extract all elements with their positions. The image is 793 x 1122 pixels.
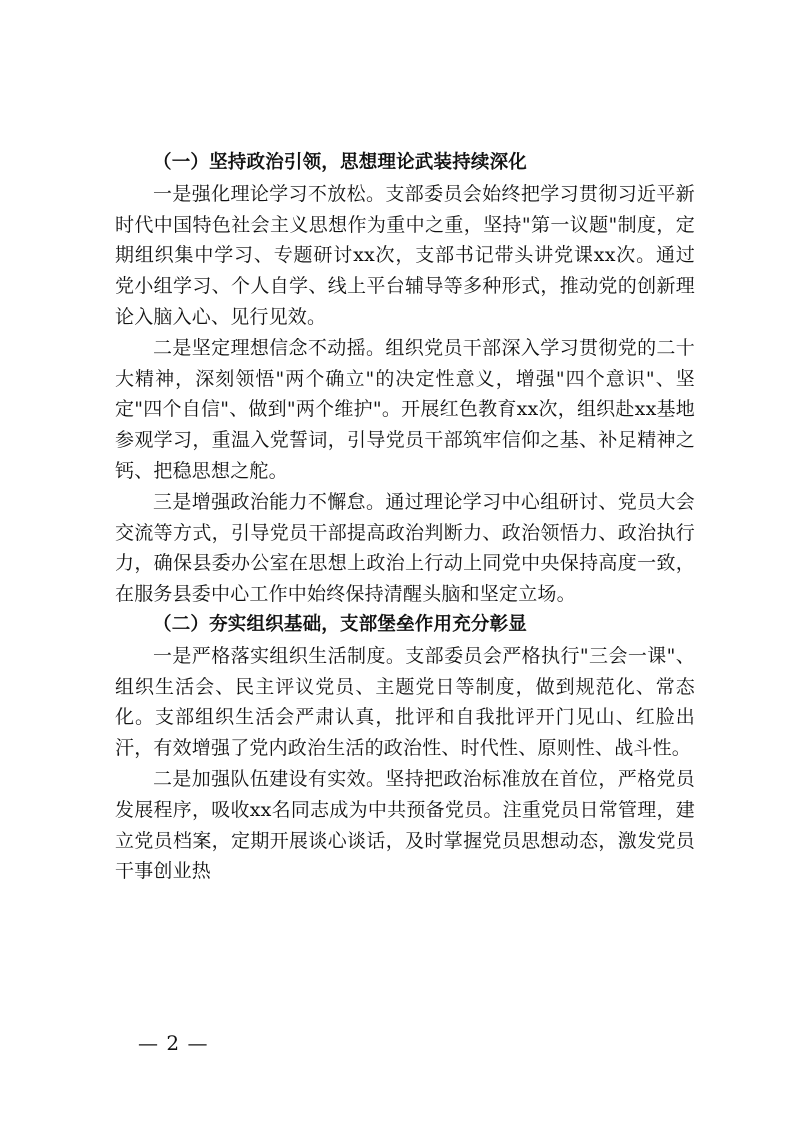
document-body (115, 148, 695, 887)
body-paragraph: 一是严格落实组织生活制度。支部委员会严格执行"三会一课"、组织生活会、民主评议党员、主题党日等制度，做到规范化、常态化。支部组织生活会严肃认真，批评和自我批评开门见山、红脸出汗，有效增强了党内政治生活的政治性、时代性、原则性、战斗性。 (115, 644, 695, 760)
section-heading: （二）夯实组织基础，支部堡垒作用充分彰显 (153, 613, 528, 635)
body-paragraph: 二是坚定理想信念不动摇。组织党员干部深入学习贯彻党的二十大精神，深刻领悟"两个确立"的决定性意义，增强"四个意识"、坚定"四个自信"、做到"两个维护"。开展红色教育xx次，组织赴xx基地参观学习，重温入党誓词，引导党员干部筑牢信仰之基、补足精神之钙、把稳思想之舵。 (115, 336, 695, 482)
body-paragraph: 一是强化理论学习不放松。支部委员会始终把学习贯彻习近平新时代中国特色社会主义思想作为重中之重，坚持"第一议题"制度，定期组织集中学习、专题研讨xx次，支部书记带头讲党课xx次。通过党小组学习、个人自学、线上平台辅导等多种形式，推动党的创新理论入脑入心、见行见效。 (115, 182, 695, 328)
body-paragraph: 三是增强政治能力不懈怠。通过理论学习中心组研讨、党员大会交流等方式，引导党员干部提高政治判断力、政治领悟力、政治执行力，确保县委办公室在思想上政治上行动上同党中央保持高度一致，在服务县委中心工作中始终保持清醒头脑和坚定立场。 (115, 490, 695, 606)
page-number: — 2 — (138, 1031, 209, 1055)
body-paragraph: 二是加强队伍建设有实效。坚持把政治标准放在首位，严格党员发展程序，吸收xx名同志成为中共预备党员。注重党员日常管理，建立党员档案，定期开展谈心谈话，及时掌握党员思想动态，激发党员干事创业热 (115, 767, 695, 883)
section-heading: （一）坚持政治引领，思想理论武装持续深化 (153, 152, 528, 173)
